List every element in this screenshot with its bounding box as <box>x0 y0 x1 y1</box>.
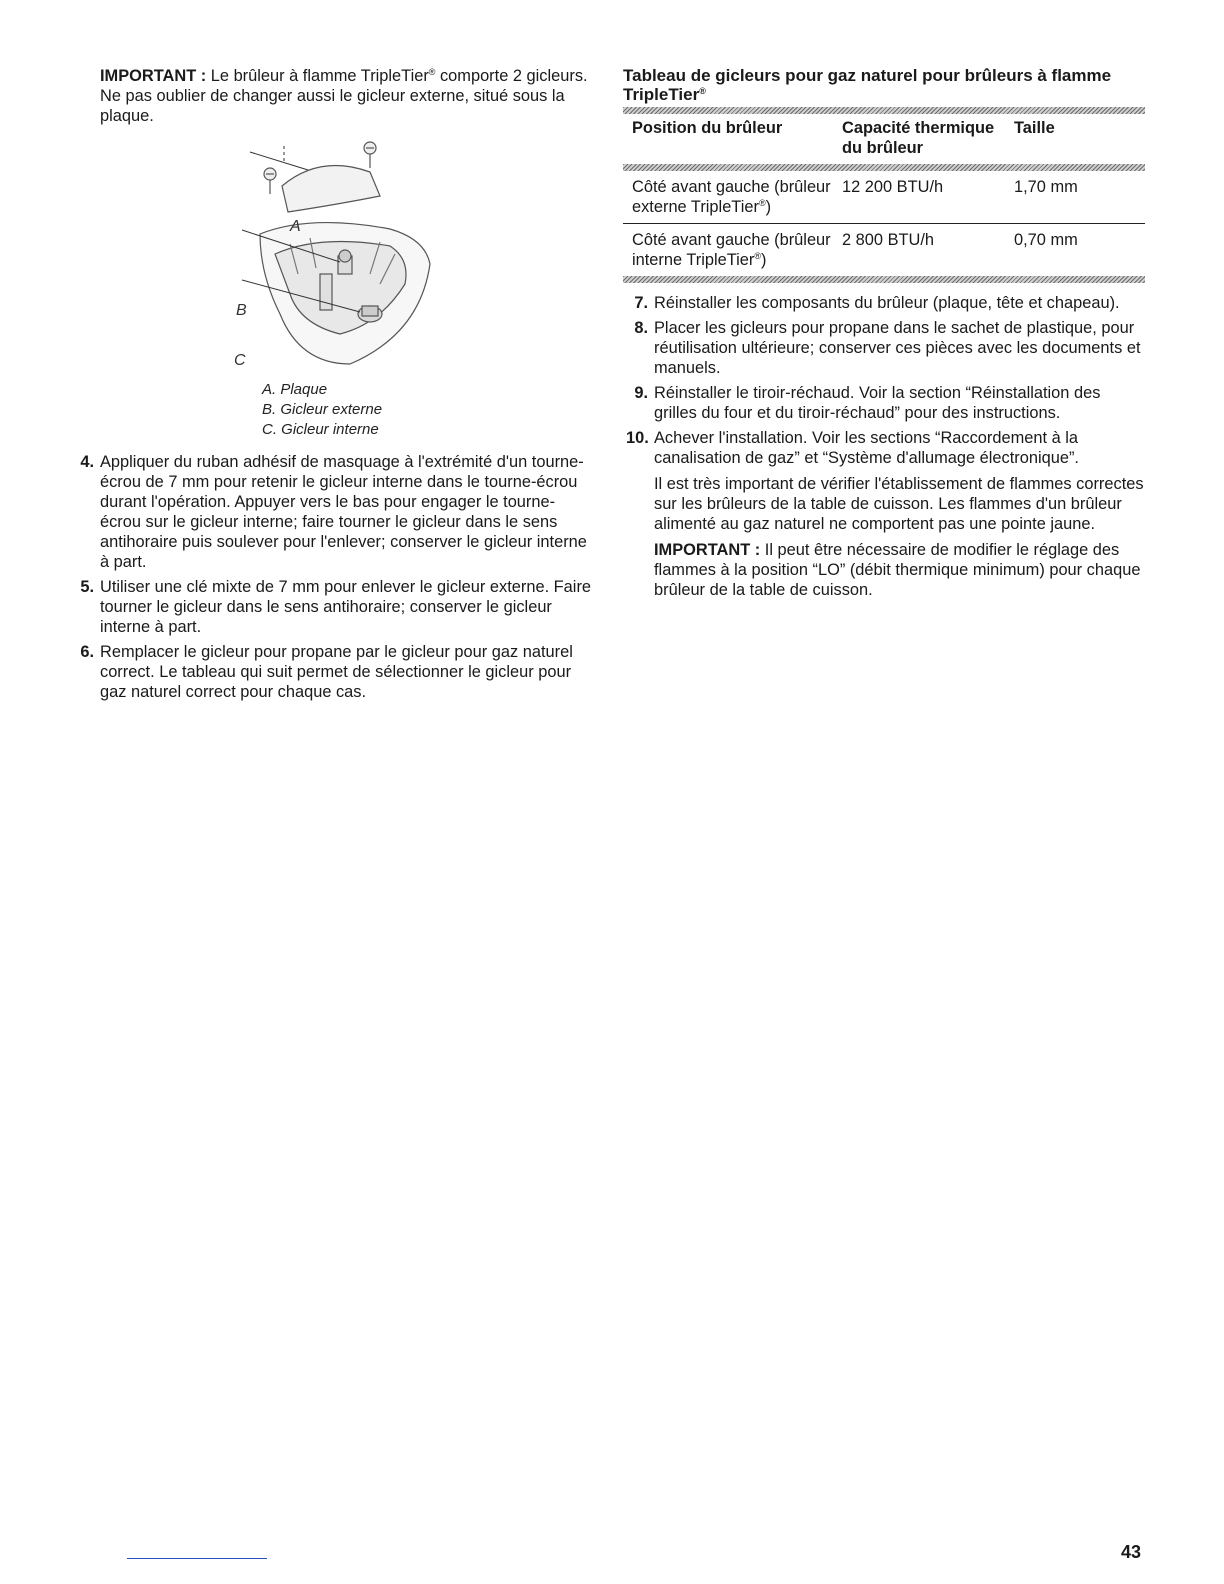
step-text: Réinstaller le tiroir-réchaud. Voir la section “Réinstallation des grilles du four et du tiroir-réchaud” pour des instructions. <box>654 384 1101 422</box>
cell-capacity: 12 200 BTU/h <box>842 178 944 196</box>
screw-left <box>264 168 276 194</box>
table-row <box>623 224 1145 277</box>
step-text: Réinstaller les composants du brûleur (plaque, tête et chapeau). <box>654 294 1120 312</box>
step-5 <box>80 577 592 637</box>
step-text: Remplacer le gicleur pour propane par le gicleur pour gaz naturel correct. Le tableau qui suit permet de sélectionner le gicleur pour gaz naturel correct pour chaque cas. <box>100 643 573 701</box>
step-10-paragraph: Il est très important de vérifier l'établissement de flammes correctes sur les brûleurs de la table de cuisson. Les flammes d'un brûleur alimenté au gaz naturel ne comportent pas une pointe jaune. <box>654 475 1144 533</box>
cell-position <box>623 224 842 277</box>
important-label: IMPORTANT : <box>100 67 207 85</box>
step-number: 5. <box>80 578 94 596</box>
intro-paragraph <box>100 66 592 126</box>
header-capacity: Capacité thermique du brûleur <box>842 119 995 157</box>
left-column <box>80 66 592 707</box>
position-text: Côté avant gauche (brûleur interne TripleTier <box>632 231 831 269</box>
table-top-rule <box>623 107 1145 114</box>
figure-letter-a: A <box>290 218 301 235</box>
right-column <box>623 66 1145 605</box>
step-4 <box>80 452 592 572</box>
cell-position <box>623 171 842 224</box>
registered-mark: ® <box>758 198 766 208</box>
table-bottom-rule <box>623 276 1145 283</box>
table-title <box>623 66 1145 104</box>
step-8 <box>634 318 1145 378</box>
position-text: Côté avant gauche (brûleur externe TripleTier <box>632 178 831 216</box>
caption-c: C. Gicleur interne <box>262 421 379 438</box>
plate-shape <box>282 166 380 212</box>
step-6 <box>80 642 592 702</box>
figure-captions <box>262 380 592 440</box>
cell-size: 1,70 mm <box>1014 178 1078 196</box>
position-close: ) <box>765 198 772 216</box>
step-number: 6. <box>80 643 94 661</box>
external-jet <box>338 250 352 274</box>
internal-jet <box>358 306 382 322</box>
registered-mark: ® <box>699 86 706 96</box>
table-row <box>623 171 1145 224</box>
right-steps <box>626 293 1145 600</box>
step-number: 8. <box>634 319 648 337</box>
step-number: 9. <box>634 384 648 402</box>
header-rule <box>623 164 1145 171</box>
footer-rule <box>127 1558 267 1559</box>
figure-letter-c: C <box>234 352 246 369</box>
step-7 <box>634 293 1145 313</box>
important-text: Il peut être nécessaire de modifier le réglage des flammes à la position “LO” (débit thermique minimum) pour chaque brûleur de la table de cuisson. <box>654 541 1141 599</box>
step-number: 10. <box>626 429 649 447</box>
figure-letter-b: B <box>236 302 247 319</box>
table-title-text: Tableau de gicleurs pour gaz naturel pour brûleurs à flamme TripleTier <box>623 66 1112 104</box>
intro-text: Le brûleur à flamme TripleTier <box>210 67 429 85</box>
step-number: 4. <box>80 453 94 471</box>
step-9 <box>634 383 1145 423</box>
step-text: Utiliser une clé mixte de 7 mm pour enlever le gicleur externe. Faire tourner le gicleur dans le sens antihoraire; conserver le gicleur interne à part. <box>100 578 592 636</box>
step-number: 7. <box>634 294 648 312</box>
step-text: Placer les gicleurs pour propane dans le sachet de plastique, pour réutilisation ultérieure; conserver ces pièces avec les documents et manuels. <box>654 319 1141 377</box>
step-10 <box>626 428 1145 600</box>
left-steps <box>80 452 592 702</box>
position-close: ) <box>761 251 767 269</box>
step-10-important <box>654 540 1145 600</box>
table-header-row <box>623 114 1145 164</box>
cell-size: 0,70 mm <box>1014 224 1145 277</box>
important-label: IMPORTANT : <box>654 541 761 559</box>
intro-text-after: comporte 2 gicleurs. Ne pas oublier de changer aussi le gicleur externe, situé sous la plaque. <box>100 67 588 125</box>
cell-capacity: 2 800 BTU/h <box>842 224 1014 277</box>
page-number: 43 <box>1121 1542 1142 1562</box>
header-position: Position du brûleur <box>632 119 783 137</box>
caption-b: B. Gicleur externe <box>262 401 383 418</box>
jets-table <box>623 114 1145 276</box>
registered-mark: ® <box>428 67 436 77</box>
burner-illustration <box>220 134 440 374</box>
caption-a: A. Plaque <box>262 381 328 398</box>
registered-mark: ® <box>754 251 762 261</box>
burner-figure <box>100 134 592 374</box>
step-text: Achever l'installation. Voir les sections “Raccordement à la canalisation de gaz” et “Système d'allumage électronique”. <box>654 429 1079 467</box>
screw-right <box>364 142 376 168</box>
header-size: Taille <box>1014 119 1055 137</box>
step-text: Appliquer du ruban adhésif de masquage à l'extrémité d'un tourne-écrou de 7 mm pour retenir le gicleur interne dans le tourne-écrou durant l'opération. Appuyer vers le bas pour engager le tourne-écrou sur le gicleur interne; faire tourner le gicleur dans le sens antihoraire puis soulever pour l'enlever; conserver le gicleur interne à part. <box>100 453 587 571</box>
